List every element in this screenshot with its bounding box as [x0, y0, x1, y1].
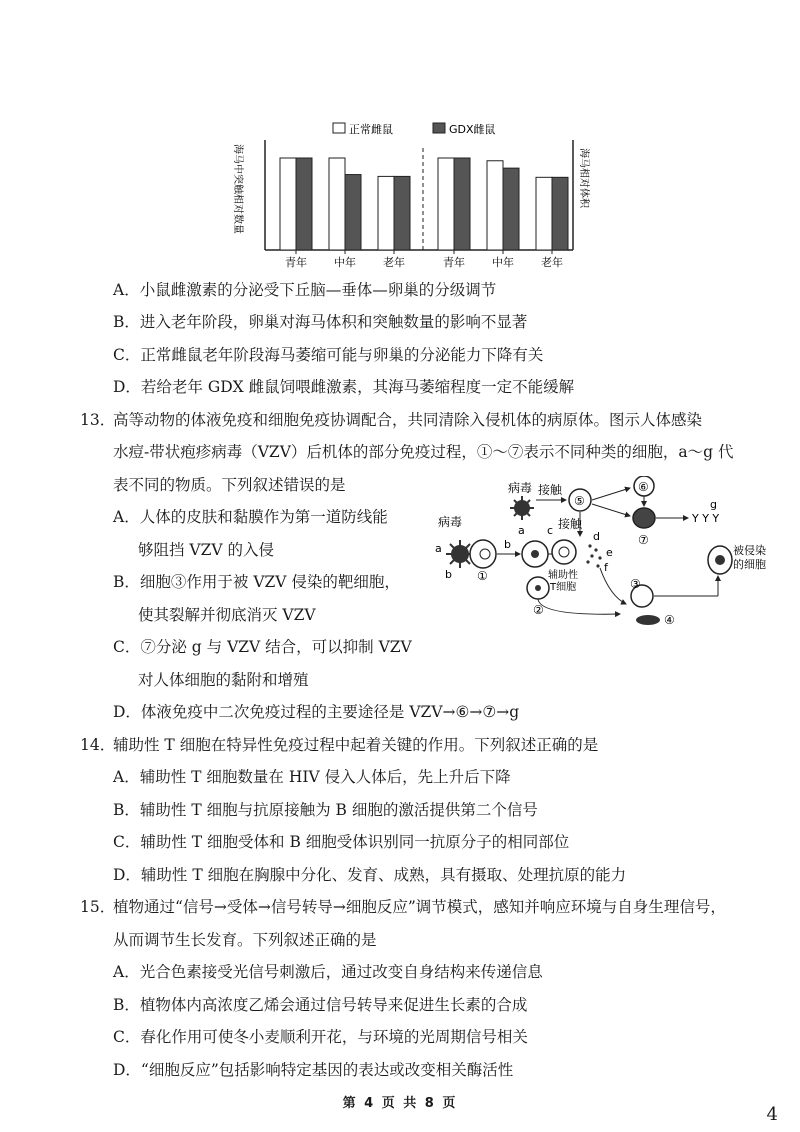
- q13-option-c-2: 对人体细胞的黏附和增殖: [138, 671, 309, 689]
- label-cell-7: ⑦: [638, 533, 649, 547]
- q13-stem-3: 表不同的物质。下列叙述错误的是: [113, 476, 346, 494]
- q15-option-c[interactable]: C．春化作用可使冬小麦顺利开花，与环境的光周期信号相关: [113, 1028, 528, 1046]
- left-bar-normal-2: [378, 176, 394, 250]
- q12-option-b[interactable]: B．进入老年阶段，卵巢对海马体积和突触数量的影响不显著: [113, 313, 528, 331]
- label-b: b: [445, 568, 452, 581]
- q13-option-b-2: 使其裂解并彻底消灭 VZV: [138, 606, 316, 624]
- right-bar-normal-2: [536, 177, 552, 250]
- legend-label-gdx: GDX雌鼠: [449, 123, 496, 136]
- q15-option-a[interactable]: A．光合色素接受光信号刺激后，通过改变自身结构来传递信息: [113, 963, 543, 981]
- legend-label-normal: 正常雌鼠: [349, 123, 393, 136]
- left-bar-gdx-1: [345, 175, 361, 250]
- cell-7-icon: [633, 508, 655, 528]
- virus-icon-top: [510, 496, 534, 520]
- right-bar-gdx-0: [454, 158, 470, 250]
- page-footer: 第 4 页 共 8 页: [342, 1096, 458, 1111]
- label-e: e: [606, 546, 613, 559]
- left-bar-gdx-0: [296, 158, 312, 250]
- label-cell-2: ②: [533, 603, 544, 617]
- q14-stem: 辅助性 T 细胞在特异性免疫过程中起着关键的作用。下列叙述正确的是: [113, 736, 599, 754]
- immune-diagram: [430, 476, 795, 626]
- q12-option-d[interactable]: D．若给老年 GDX 雌鼠饲喂雌激素，其海马萎缩程度一定不能缓解: [113, 378, 575, 396]
- q15-stem-2: 从而调节生长发育。下列叙述正确的是: [113, 931, 377, 949]
- contact-label-1: 接触: [538, 483, 563, 497]
- right-bar-gdx-2: [552, 177, 568, 250]
- contact-label-2: 接触: [558, 517, 583, 531]
- virus-label-left: 病毒: [438, 515, 463, 529]
- q15-option-b[interactable]: B．植物体内高浓度乙烯会通过信号转导来促进生长素的合成: [113, 996, 528, 1014]
- label-cell-3: ③: [630, 577, 641, 591]
- infected-label-2: 的细胞: [733, 558, 766, 571]
- chart-svg: [225, 118, 595, 278]
- corner-page-number: 4: [766, 1104, 778, 1125]
- right-tick-label-0: 青年: [443, 256, 465, 269]
- left-bar-gdx-2: [394, 176, 410, 250]
- q15-number: 15．: [80, 898, 116, 916]
- q14-option-a[interactable]: A．辅助性 T 细胞数量在 HIV 侵入人体后，先上升后下降: [113, 768, 511, 786]
- q14-number: 14．: [80, 736, 116, 754]
- label-b2: b: [504, 538, 511, 551]
- q15-stem-1: 植物通过“信号→受体→信号转导→细胞反应”调节模式，感知并响应环境与自身生理信号，: [113, 898, 726, 916]
- virus-label-top: 病毒: [508, 481, 533, 495]
- label-d: d: [593, 530, 600, 543]
- right-bar-normal-0: [438, 158, 454, 250]
- q12-option-c[interactable]: C．正常雌鼠老年阶段海马萎缩可能与卵巢的分泌能力下降有关: [113, 346, 544, 364]
- label-f: f: [604, 561, 608, 574]
- label-cell-6: ⑥: [638, 480, 649, 494]
- label-a: a: [435, 542, 442, 555]
- q12-option-a[interactable]: A．小鼠雌激素的分泌受下丘脑—垂体—卵巢的分级调节: [113, 281, 497, 299]
- left-bar-normal-0: [280, 158, 296, 250]
- q13-option-c-1[interactable]: C．⑦分泌 g 与 VZV 结合，可以抑制 VZV: [113, 638, 412, 656]
- label-c: c: [547, 524, 554, 537]
- infected-label-1: 被侵染: [733, 544, 766, 557]
- q14-option-b[interactable]: B．辅助性 T 细胞与抗原接触为 B 细胞的激活提供第二个信号: [113, 801, 538, 819]
- helper-label-1: 辅助性: [548, 570, 578, 581]
- legend-swatch-gdx: [433, 123, 445, 133]
- right-bar-normal-1: [487, 161, 503, 250]
- label-a2: a: [518, 524, 525, 537]
- q14-option-c[interactable]: C．辅助性 T 细胞受体和 B 细胞受体识别同一抗原分子的相同部位: [113, 833, 570, 851]
- right-bar-gdx-1: [503, 168, 519, 250]
- left-tick-label-1: 中年: [334, 256, 356, 269]
- q13-option-a-1[interactable]: A．人体的皮肤和黏膜作为第一道防线能: [113, 508, 388, 526]
- q14-option-d[interactable]: D．辅助性 T 细胞在胸腺中分化、发育、成熟，具有摄取、处理抗原的能力: [113, 866, 627, 884]
- q13-number: 13．: [80, 411, 116, 429]
- q15-option-d[interactable]: D．“细胞反应”包括影响特定基因的表达或改变相关酶活性: [113, 1061, 514, 1079]
- label-cell-5: ⑤: [574, 494, 585, 508]
- q13-stem-1: 高等动物的体液免疫和细胞免疫协调配合，共同清除入侵机体的病原体。图示人体感染: [113, 411, 703, 429]
- left-bar-normal-1: [329, 158, 345, 250]
- cell-4-icon: [636, 615, 660, 625]
- helper-label-2: T细胞: [550, 582, 577, 593]
- label-g: g: [710, 498, 717, 511]
- label-cell-4: ④: [664, 613, 675, 626]
- q13-option-b-1[interactable]: B．细胞③作用于被 VZV 侵染的靶细胞，: [113, 573, 400, 591]
- left-y-axis-label: 海马中突触相对数量: [232, 144, 243, 234]
- q13-option-d[interactable]: D．体液免疫中二次免疫过程的主要途径是 VZV→⑥→⑦→g: [113, 703, 520, 721]
- label-cell-1: ①: [477, 569, 488, 583]
- legend-swatch-normal: [333, 123, 345, 133]
- right-tick-label-2: 老年: [541, 256, 563, 269]
- left-tick-label-2: 老年: [383, 256, 405, 269]
- immune-diagram-svg: [430, 476, 795, 626]
- right-tick-label-1: 中年: [492, 256, 514, 269]
- bar-chart: [225, 118, 595, 278]
- antibody-icons: Y Y Y: [692, 512, 720, 525]
- right-y-axis-label: 海马相对体积: [578, 148, 589, 208]
- left-tick-label-0: 青年: [285, 256, 307, 269]
- q13-option-a-2: 够阻挡 VZV 的入侵: [138, 541, 275, 559]
- cytokine-dots: [586, 544, 601, 567]
- q13-stem-2: 水痘-带状疱疹病毒（VZV）后机体的部分免疫过程，①～⑦表示不同种类的细胞，a～g 代: [113, 443, 734, 461]
